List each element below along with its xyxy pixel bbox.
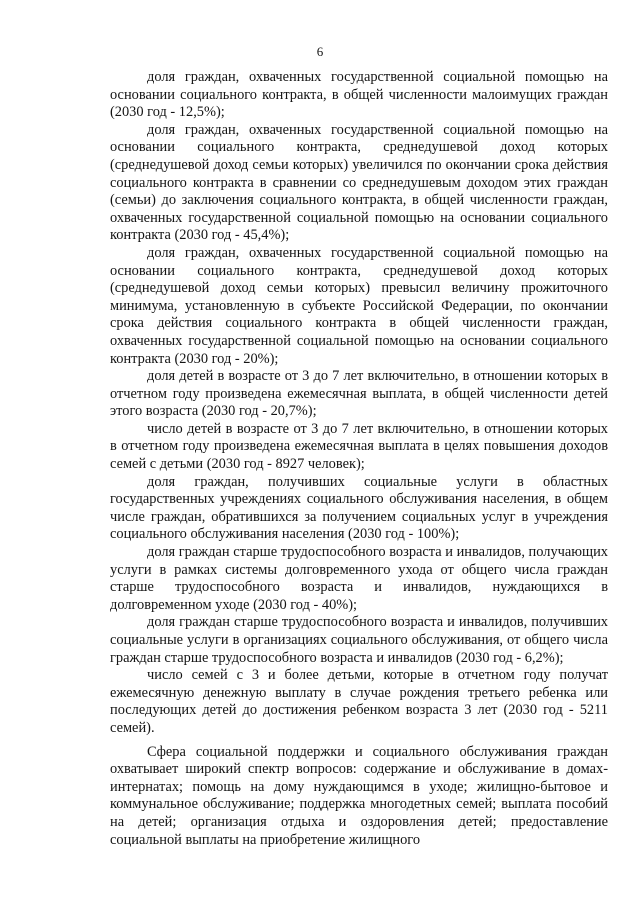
paragraph-indicator-4: доля детей в возрасте от 3 до 7 лет включительно, в отношении которых в отчетном году произведена ежемесячная выплата, в общей численности детей этого возраста (2030 год - 20,7%); <box>110 368 608 420</box>
body-text <box>110 69 608 849</box>
paragraph-indicator-5: число детей в возрасте от 3 до 7 лет включительно, в отношении которых в отчетном году произведена ежемесячная выплата в целях повышения доходов семей с детьми (2030 год - 8927 человек); <box>110 420 608 473</box>
paragraph-indicator-9: число семей с 3 и более детьми, которые в отчетном году получат ежемесячную денежную выплату в случае рождения третьего ребенка или последующих детей до достижения ребенком возраста 3 лет (2030 год - 5211 семей). <box>110 667 608 736</box>
paragraph-indicator-7: доля граждан старше трудоспособного возраста и инвалидов, получающих услуги в рамках системы долговременного ухода от общего числа граждан старше трудоспособного возраста и инвалидов, нуждающихся в долговременном уходе (2030 год - 40%); <box>110 544 608 613</box>
paragraph-social-sphere: Сфера социальной поддержки и социального обслуживания граждан охватывает широкий спектр вопросов: содержание и обслуживание в домах-интернатах; помощь на дому нуждающимся в уходе; жилищно-бытовое и коммунальное обслуживание; поддержка многодетных семей; выплата пособий на детей; организация отдыха и оздоровления детей; предоставление социальной выплаты на приобретение жилищного <box>110 743 608 848</box>
paragraph-indicator-2: доля граждан, охваченных государственной социальной помощью на основании социального контракта, среднедушевой доход которых (среднедушевой доход семьи которых) увеличился по окончании срока действия социального контракта в сравнении со среднедушевым доходом этих граждан (семьи) до заключения социального контракта, в общей численности граждан, охваченных государственной социальной помощью на основании социального контракта (2030 год - 45,4%); <box>110 121 608 244</box>
page-number: 6 <box>316 44 324 59</box>
paragraph-indicator-6: доля граждан, получивших социальные услуги в областных государственных учреждениях социального обслуживания населения, в общем числе граждан, обратившихся за получением социальных услуг в учреждения социального обслуживания населения (2030 год - 100%); <box>110 473 608 543</box>
paragraph-indicator-3: доля граждан, охваченных государственной социальной помощью на основании социального контракта, среднедушевой доход которых (среднедушевой доход семьи которых) превысил величину прожиточного минимума, установленную в субъекте Российской Федерации, по окончании срока действия социального контракта в общей численности граждан, охваченных государственной социальной помощью на основании социального контракта (2030 год - 20%); <box>110 244 608 367</box>
paragraph-indicator-1: доля граждан, охваченных государственной социальной помощью на основании социального контракта, в общей численности малоимущих граждан (2030 год - 12,5%); <box>110 69 608 121</box>
paragraph-indicator-8: доля граждан старше трудоспособного возраста и инвалидов, получивших социальные услуги в организациях социального обслуживания, от общего числа граждан старше трудоспособного возраста и инвалидов (2030 год - 6,2%); <box>110 614 608 666</box>
